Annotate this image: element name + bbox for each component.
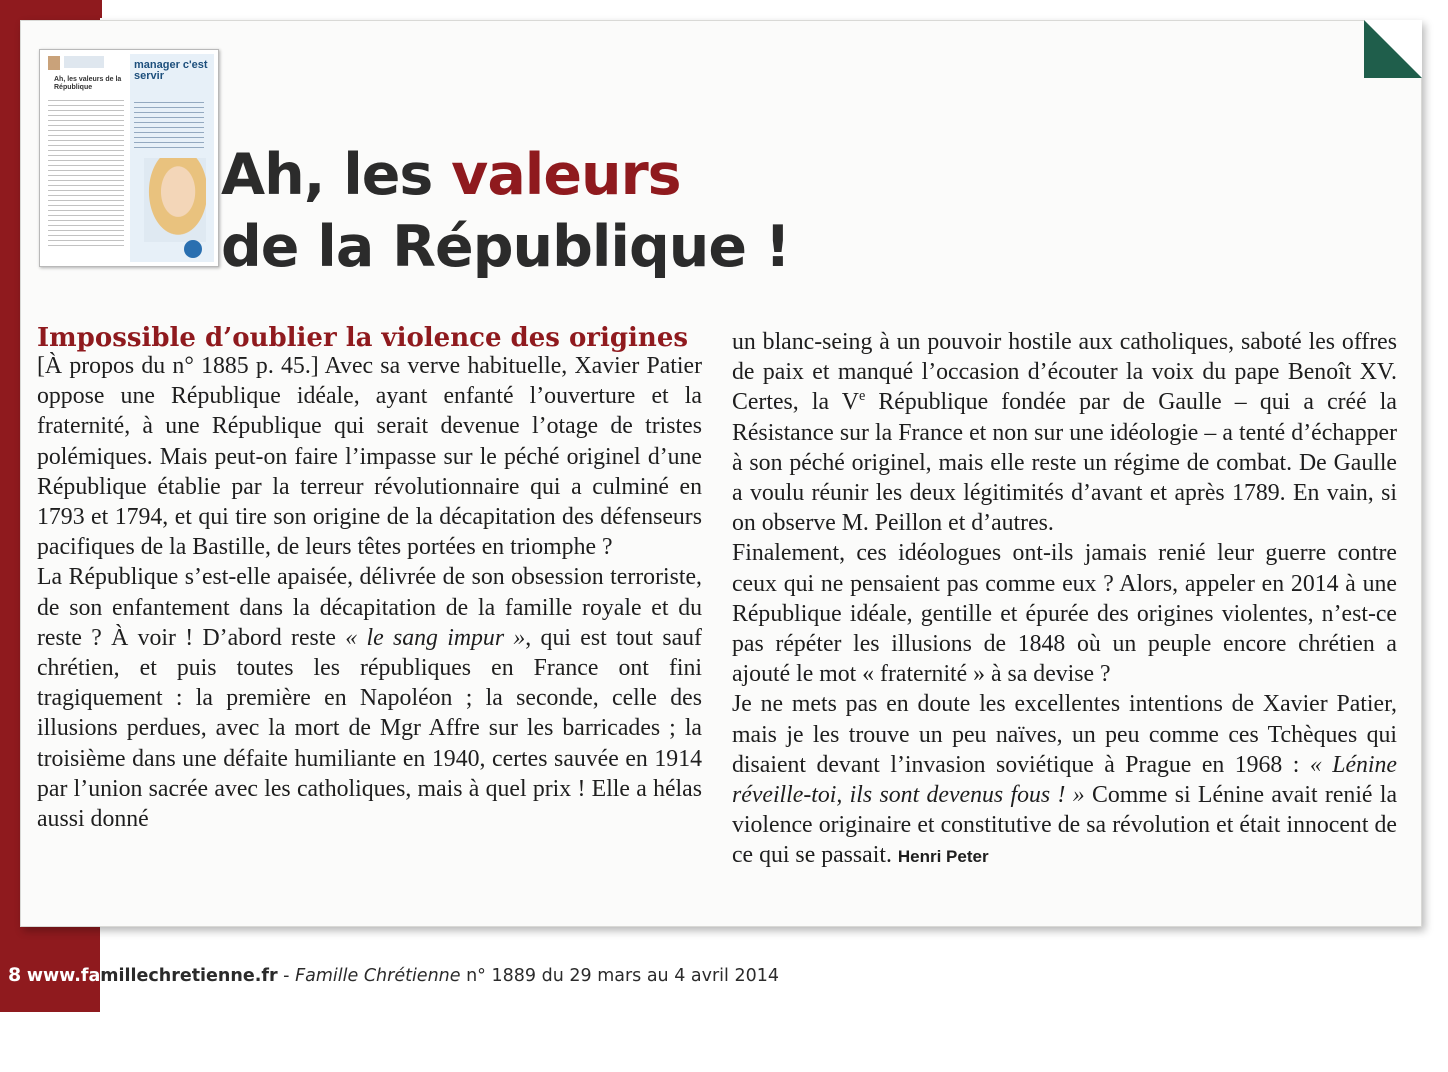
paragraph-3 bbox=[732, 327, 1397, 538]
footer-issue: n° 1889 du 29 mars au 4 avril 2014 bbox=[460, 966, 780, 986]
quote-sang-impur: « le sang impur » bbox=[345, 624, 526, 651]
author-box bbox=[64, 56, 104, 68]
page-title bbox=[221, 139, 790, 283]
footer-separator: - bbox=[277, 966, 296, 986]
page-corner-fold-icon bbox=[1364, 20, 1422, 78]
paragraph-5-text-b: Comme si Lénine avait renié la violence originaire et constitutive de sa révolution et était innocent de ce qui se passait. bbox=[732, 782, 1398, 869]
paragraph-2-text-b: , qui est tout sauf chrétien, et puis toutes les républiques en France ont fini tragiquement : la première en Napoléon ; la seconde, celle des illusions perdues, avec la mort de Mgr Affre sur les barricades ; la troisième dans une défaite humiliante en 1940, certes sauvée en 1914 par l’union sacrée avec les catholiques, mais à quel prix ! Elle a hélas aussi donné bbox=[37, 624, 702, 833]
title-accent: valeurs bbox=[451, 142, 681, 208]
thumbnail-article-title: Ah, les valeurs de la République bbox=[54, 76, 122, 91]
thumbnail-text-lines bbox=[48, 100, 124, 250]
letter-card bbox=[20, 20, 1422, 927]
magazine-thumbnail bbox=[39, 49, 219, 267]
page-footer bbox=[8, 964, 779, 986]
paragraph-2-text-a: La République s’est-elle apaisée, délivrée de son obsession terroriste, de son enfantement dans la décapitation de la famille royale et du reste ? À voir ! D’abord reste bbox=[37, 564, 702, 651]
title-part-1: Ah, les bbox=[221, 142, 452, 208]
author-signature: Henri Peter bbox=[897, 847, 989, 867]
thumbnail-ad-title: manager c'est servir bbox=[134, 59, 208, 82]
thumbnail-article-page bbox=[44, 54, 126, 260]
article-subhead: Impossible d’oublier la violence des origines bbox=[37, 323, 689, 353]
paragraph-3-text-b: République fondée par de Gaulle – qui a créé la Résistance sur la France et non sur une idéologie – a tenté d’échapper à son péché originel, mais elle reste un régime de combat. De Gaulle a voulu réunir les deux légitimités d’avant et après 1789. En vain, si on observe M. Peillon et d’autres. bbox=[732, 389, 1397, 537]
page-edge-red-accent bbox=[100, 0, 102, 18]
thumbnail-ad-page bbox=[130, 54, 214, 262]
thumbnail-ad-text-lines bbox=[134, 102, 204, 152]
article-column-left bbox=[37, 324, 702, 834]
bottom-margin bbox=[0, 1012, 1448, 1072]
paragraph-2 bbox=[37, 562, 702, 834]
paragraph-5 bbox=[732, 689, 1397, 872]
author-photo bbox=[48, 56, 60, 70]
quote-lenine: « Lénine réveille-toi, ils sont devenus fous ! » bbox=[732, 751, 1397, 809]
footer-magazine-name: Famille Chrétienne bbox=[295, 966, 461, 986]
superscript-e: e bbox=[858, 388, 866, 405]
title-part-2: de la République ! bbox=[221, 214, 790, 280]
footer-site-rest: millechretienne.fr bbox=[100, 966, 278, 986]
paragraph-1: [À propos du n° 1885 p. 45.] Avec sa verve habituelle, Xavier Patier oppose une République idéale, ayant enfanté l’ouverture et la fraternité, à une République qui serait devenue l’otage de tristes polémiques. Mais peut-on faire l’impasse sur le péché originel d’une République établie par la terreur révolutionnaire qui a culminé en 1793 et 1794, et qui tire son origine de la décapitation des défenseurs pacifiques de la Bastille, de leurs têtes portées en triomphe ? bbox=[37, 353, 702, 561]
footer-site-start: www.fa bbox=[26, 966, 101, 986]
paragraph-3-text-a: un blanc-seing à un pouvoir hostile aux catholiques, saboté les offres de paix et manqué l’occasion d’écouter la voix du pape Benoît XV. Certes, la V bbox=[732, 329, 1397, 416]
paragraph-4: Finalement, ces idéologues ont-ils jamais renié leur guerre contre ceux qui ne pensaient pas comme eux ? Alors, appeler en 2014 à une République idéale, gentille et épurée des origines violentes, n’est-ce pas répéter les illusions de 1848 où un peuple encore chrétien a ajouté le mot « fraternité » à sa devise ? bbox=[732, 540, 1397, 688]
page-number: 8 bbox=[8, 964, 22, 986]
footer-site-link[interactable] bbox=[27, 966, 278, 986]
paragraph-5-text-a: Je ne mets pas en doute les excellentes intentions de Xavier Patier, mais je les trouve un peu naïves, un peu comme ces Tchèques qui disaient devant l’invasion soviétique à Prague en 1968 : bbox=[732, 691, 1397, 778]
article-column-right bbox=[732, 327, 1397, 873]
thumbnail-badge-icon bbox=[184, 240, 202, 258]
thumbnail-portrait-image bbox=[144, 158, 206, 242]
